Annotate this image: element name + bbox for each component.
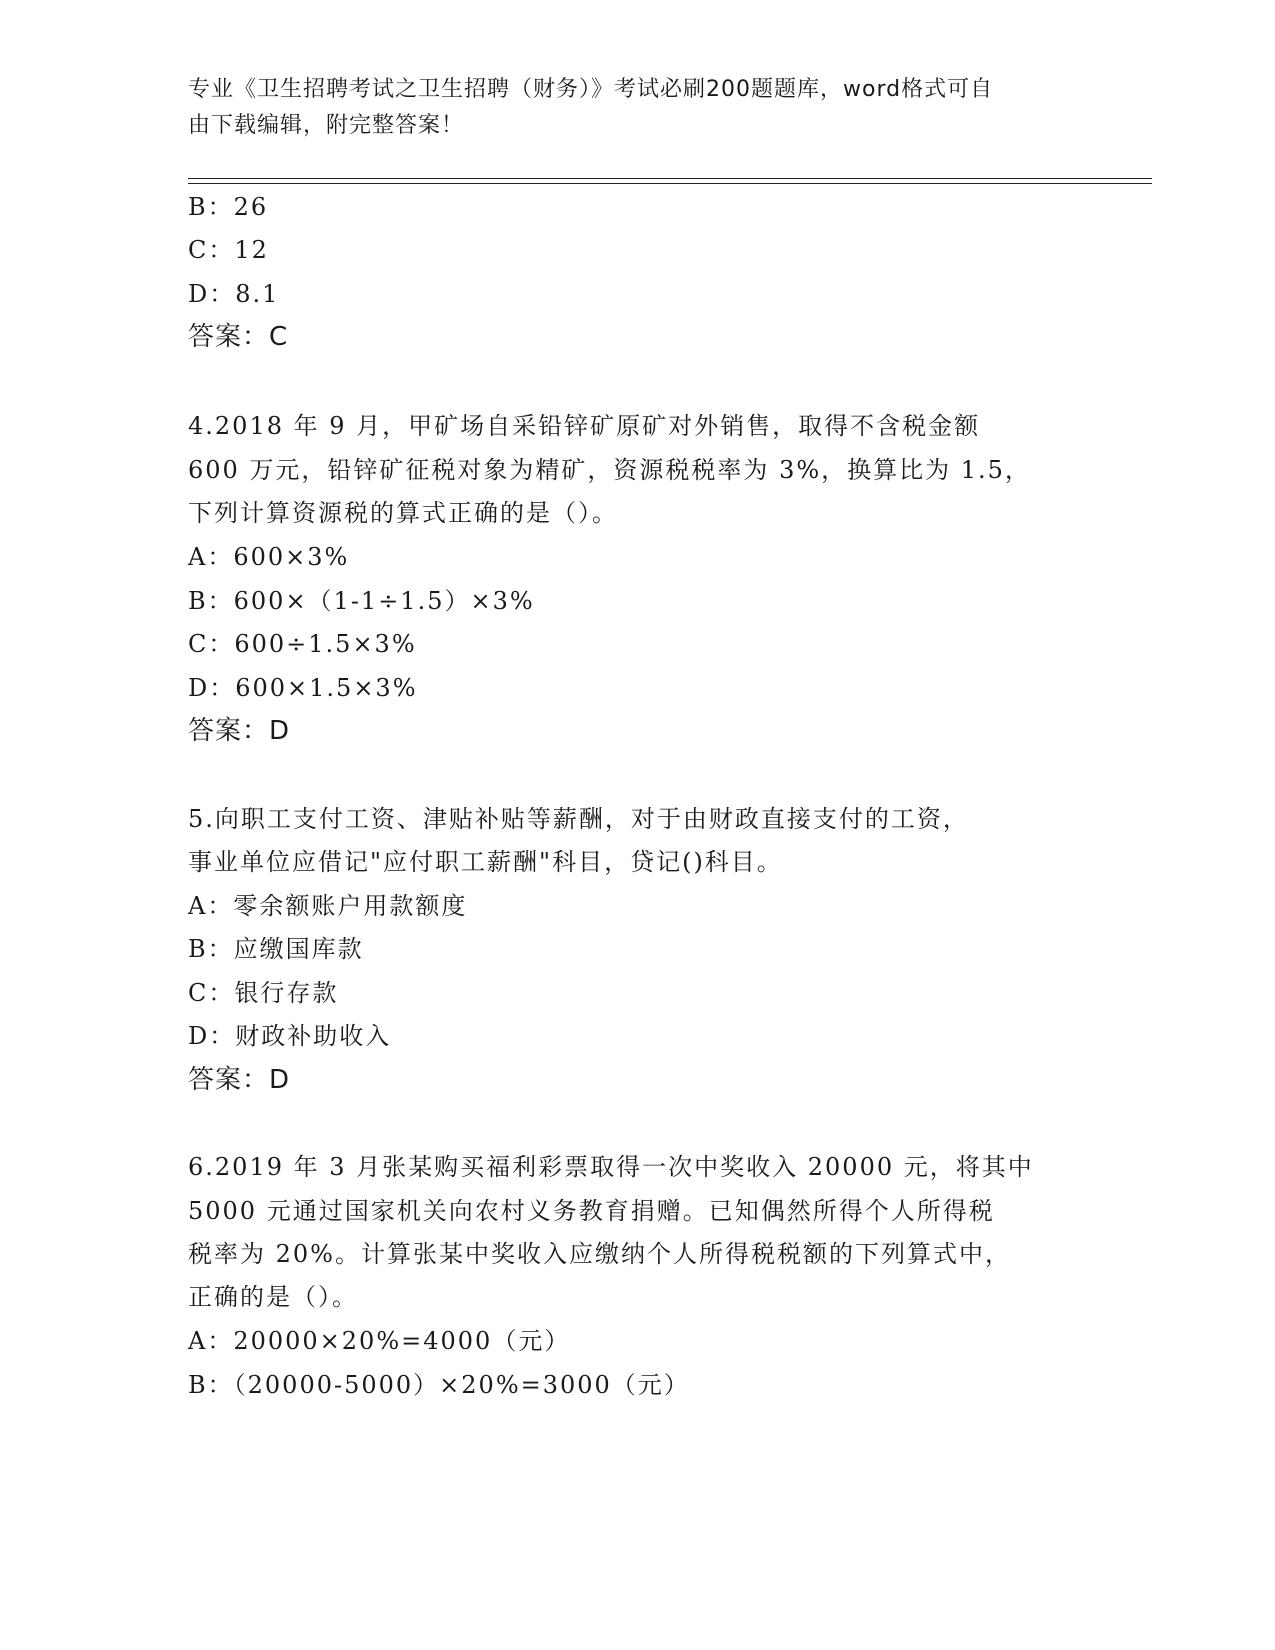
q6-stem-line-4: 正确的是（）。 [188, 1283, 358, 1311]
q6-stem-line-1: 6.2019 年 3 月张某购买福利彩票取得一次中奖收入 20000 元，将其中 [188, 1153, 1034, 1181]
q4-stem-line-1: 4.2018 年 9 月，甲矿场自采铅锌矿原矿对外销售，取得不含税金额 [188, 412, 981, 440]
q6-stem-line-2: 5000 元通过国家机关向农村义务教育捐赠。已知偶然所得个人所得税 [188, 1197, 995, 1225]
header-divider-bottom [188, 183, 1152, 184]
q6-option-a: A：20000×20%=4000（元） [188, 1327, 571, 1355]
header-line-1: 专业《卫生招聘考试之卫生招聘（财务）》考试必刷200题题库，word格式可自 [188, 77, 994, 102]
q4-option-c: C：600÷1.5×3% [188, 630, 417, 658]
q3-answer: 答案：C [188, 322, 289, 352]
q4-option-b: B：600×（1-1÷1.5）×3% [188, 587, 535, 615]
q5-option-d: D：财政补助收入 [188, 1022, 392, 1050]
q5-stem-line-1: 5.向职工支付工资、津贴补贴等薪酬，对于由财政直接支付的工资， [188, 805, 969, 833]
q3-option-b: B：26 [188, 193, 269, 221]
q5-stem-line-2: 事业单位应借记"应付职工薪酬"科目，贷记()科目。 [188, 848, 783, 876]
q6-option-b: B：（20000-5000）×20%=3000（元） [188, 1371, 690, 1399]
q5-option-c: C：银行存款 [188, 979, 339, 1007]
header-divider-top [188, 178, 1152, 179]
q3-option-c: C：12 [188, 236, 269, 264]
q4-option-a: A：600×3% [188, 543, 350, 571]
q4-stem-line-3: 下列计算资源税的算式正确的是（）。 [188, 499, 618, 527]
q3-option-d: D：8.1 [188, 280, 280, 308]
q5-answer: 答案：D [188, 1065, 291, 1095]
header-line-2: 由下载编辑，附完整答案！ [188, 113, 465, 138]
q4-stem-line-2: 600 万元，铅锌矿征税对象为精矿，资源税税率为 3%，换算比为 1.5， [188, 456, 1031, 484]
q4-answer: 答案：D [188, 716, 291, 746]
q5-option-a: A：零余额账户用款额度 [188, 892, 468, 920]
q6-stem-line-3: 税率为 20%。计算张某中奖收入应缴纳个人所得税税额的下列算式中， [188, 1240, 1011, 1268]
q4-option-d: D：600×1.5×3% [188, 674, 418, 702]
q5-option-b: B：应缴国库款 [188, 935, 364, 963]
document-header [188, 72, 1068, 144]
